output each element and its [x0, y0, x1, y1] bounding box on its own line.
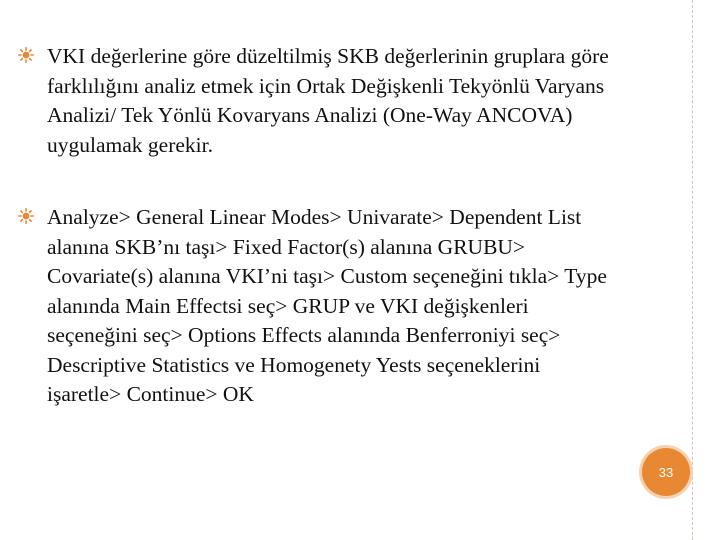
page-number-badge: [642, 448, 690, 496]
sun-bullet-icon: [18, 47, 34, 63]
decorative-dashed-rule: [692, 0, 693, 540]
bullet-item-1: [18, 42, 688, 160]
bullet-text: Analyze> General Linear Modes> Univarate> Dependent List alanına SKB’nı taşı> Fixed Factor(s) alanına GRUBU> Covariate(s) alanına VKI’ni taşı> Custom seçeneğini tıkla> Type alanında Main Effectsi seç> GRUP ve VKI değişkenleri seçeneğini seç> Options Effects alanında Benferroniyi seç> Descriptive Statistics ve Homogenety Yests seçeneklerini işaretle> Continue> OK: [47, 205, 607, 406]
page-number: 33: [658, 464, 674, 480]
bullet-text: VKI değerlerine göre düzeltilmiş SKB değerlerinin gruplara göre farklılığını analiz etmek için Ortak Değişkenli Tekyönlü Varyans Analizi/ Tek Yönlü Kovaryans Analizi (One-Way ANCOVA) uygulamak gerekir.: [47, 44, 609, 157]
sun-bullet-icon: [18, 208, 34, 224]
bullet-item-2: [18, 203, 688, 410]
